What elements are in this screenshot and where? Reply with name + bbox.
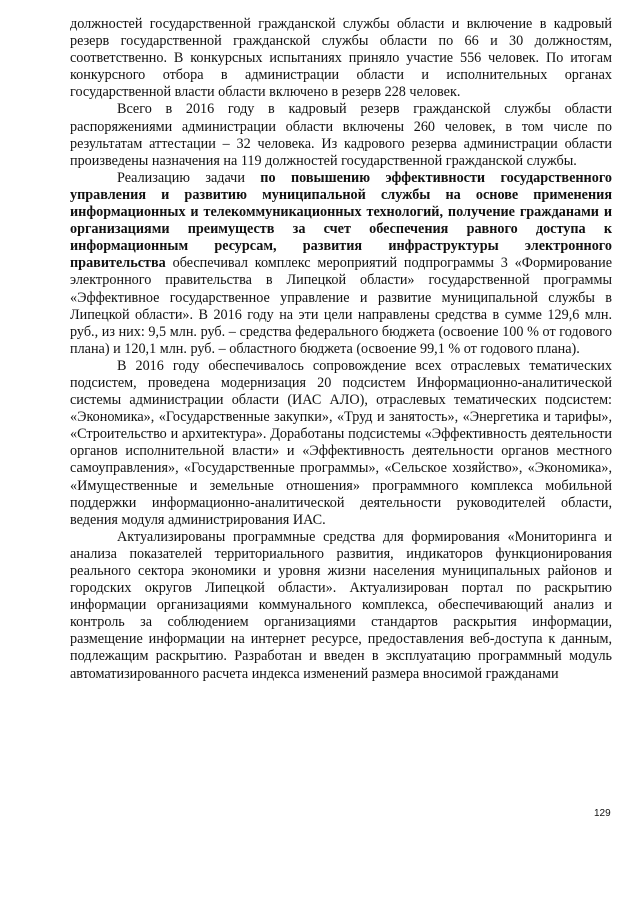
paragraph-personnel-reserve: Всего в 2016 году в кадровый резерв гражданской службы области распоряжениями администрации области включены 260 человек, в том числе по результатам аттестации – 32 человека. Из кадрового резерва администрации области произведены назначения на 119 должностей государственной гражданской службы. xyxy=(70,101,612,169)
paragraph-software-updates: Актуализированы программные средства для формирования «Мониторинга и анализа показателей территориального развития, индикаторов функционирования реального сектора экономики и уровня жизни населения муниципальных районов и городских округов Липецкой области». Актуализирован портал по раскрытию информации организациями коммунального комплекса, обеспечивающий анализ и контроль за соблюдением организациями стандартов раскрытия информации, размещение информации на интернет ресурсе, предоставления веб-доступа к данным, подлежащим раскрытию. Разработан и введен в эксплуатацию программный модуль автоматизированного расчета индекса изменений размера вносимой гражданами xyxy=(70,528,612,682)
paragraph-subsystems: В 2016 году обеспечивалось сопровождение всех отраслевых тематических подсистем, проведена модернизация 20 подсистем Информационно-аналитической системы администрации области (ИАС АЛО), отраслевых тематических подсистем: «Экономика», «Государственные закупки», «Труд и занятость», «Энергетика и тарифы», «Строительство и архитектура». Доработаны подсистемы «Эффективность деятельности органов исполнительной власти» и «Эффективность деятельности органов местного самоуправления», «Государственные программы», «Сельское хозяйство», «Экономика», «Имущественные и земельные отношения» программного комплекса мобильной поддержки информационно-аналитической деятельности руководителей области, ведения модуля администрирования ИАС. xyxy=(70,357,612,528)
document-page xyxy=(70,16,612,683)
paragraph-bold-task: по повышению эффективности государственного управления и развитию муниципальной службы на основе применения информационных и телекоммуникационных технологий, получение гражданами и организациями преимуществ за счет обеспечения равного доступа к информационным ресурсам, развития инфраструктуры электронного правительства xyxy=(70,169,612,272)
paragraph-lead-text: Реализацию задачи xyxy=(117,169,261,186)
paragraph-continuation: должностей государственной гражданской службы области и включение в кадровый резерв государственной гражданской службы области по 66 и 30 должностям, соответственно. В конкурсных испытаниях приняло участие 556 человек. По итогам конкурсного отбора в администрации области и исполнительных органах государственной власти области включено в резерв 228 человек. xyxy=(70,16,612,101)
page-number: 129 xyxy=(594,808,611,819)
paragraph-e-government xyxy=(70,170,612,358)
paragraph-trailing-text: обеспечивал комплекс мероприятий подпрограммы 3 «Формирование электронного правительства в Липецкой области» государственной программы «Эффективное государственное управление и развитие муниципальной службы в Липецкой области». В 2016 году на эти цели направлены средства в сумме 129,6 млн. руб., из них: 9,5 млн. руб. – средства федерального бюджета (освоение 100 % от годового плана) и 120,1 млн. руб. – областного бюджета (освоение 99,1 % от годового плана). xyxy=(70,255,612,357)
